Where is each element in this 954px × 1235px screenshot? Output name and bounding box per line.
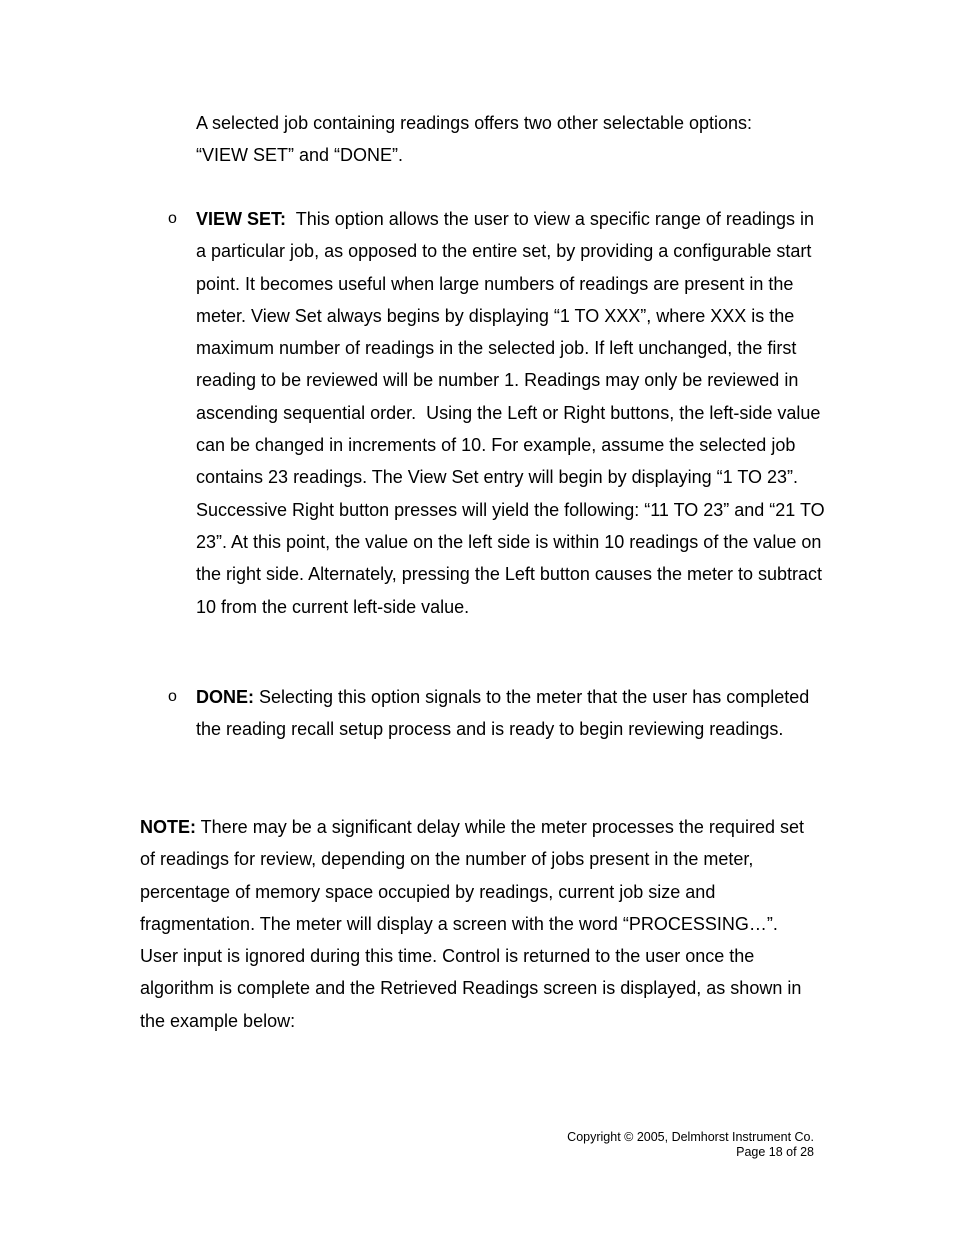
option-done-description: Selecting this option signals to the meter that the user has completed the reading recall setup process and is ready to begin reviewing readings. (196, 687, 815, 740)
bullet-marker: o (168, 210, 177, 227)
option-view-set-term: VIEW SET: (196, 209, 287, 229)
note-label: NOTE: (140, 817, 196, 837)
page-number: Page 18 of 28 (736, 1145, 814, 1159)
page-footer (567, 1130, 814, 1160)
option-done (168, 681, 828, 781)
intro-paragraph: A selected job containing readings offers two other selectable options: “VIEW SET” and “DONE”. (196, 113, 753, 166)
note-paragraph (140, 811, 820, 1037)
option-view-set-text (196, 203, 830, 623)
option-view-set (168, 203, 828, 653)
option-done-term: DONE: (196, 687, 254, 707)
option-done-text (196, 681, 826, 746)
bullet-marker: o (168, 688, 177, 705)
copyright-notice: Copyright © 2005, Delmhorst Instrument Co. (567, 1130, 814, 1144)
note-text: There may be a significant delay while the meter processes the required set of readings for review, depending on the number of jobs present in the meter, percentage of memory space occupied by readings, current job size and fragmentation. The meter will display a screen with the word “PROCESSING…”. User input is ignored during this time. Control is returned to the user once the algorithm is complete and the Retrieved Readings screen is displayed, as shown in the example below: (140, 817, 809, 1031)
option-view-set-description: This option allows the user to view a specific range of readings in a particular job, as opposed to the entire set, by providing a configurable start point. It becomes useful when large numbers of readings are present in the meter. View Set always begins by displaying “1 TO XXX”, where XXX is the maximum number of readings in the selected job. If left unchanged, the first reading to be reviewed will be number 1. Readings may only be reviewed in ascending sequential order. Using the Left or Right buttons, the left-side value can be changed in increments of 10. For example, assume the selected job contains 23 readings. The View Set entry will begin by displaying “1 TO 23”. Successive Right button presses will yield the following: “11 TO 23” and “21 TO 23”. At this point, the value on the left side is within 10 readings of the value on the right side. Alternately, pressing the Left button causes the meter to subtract 10 from the current left-side value. (196, 209, 830, 617)
